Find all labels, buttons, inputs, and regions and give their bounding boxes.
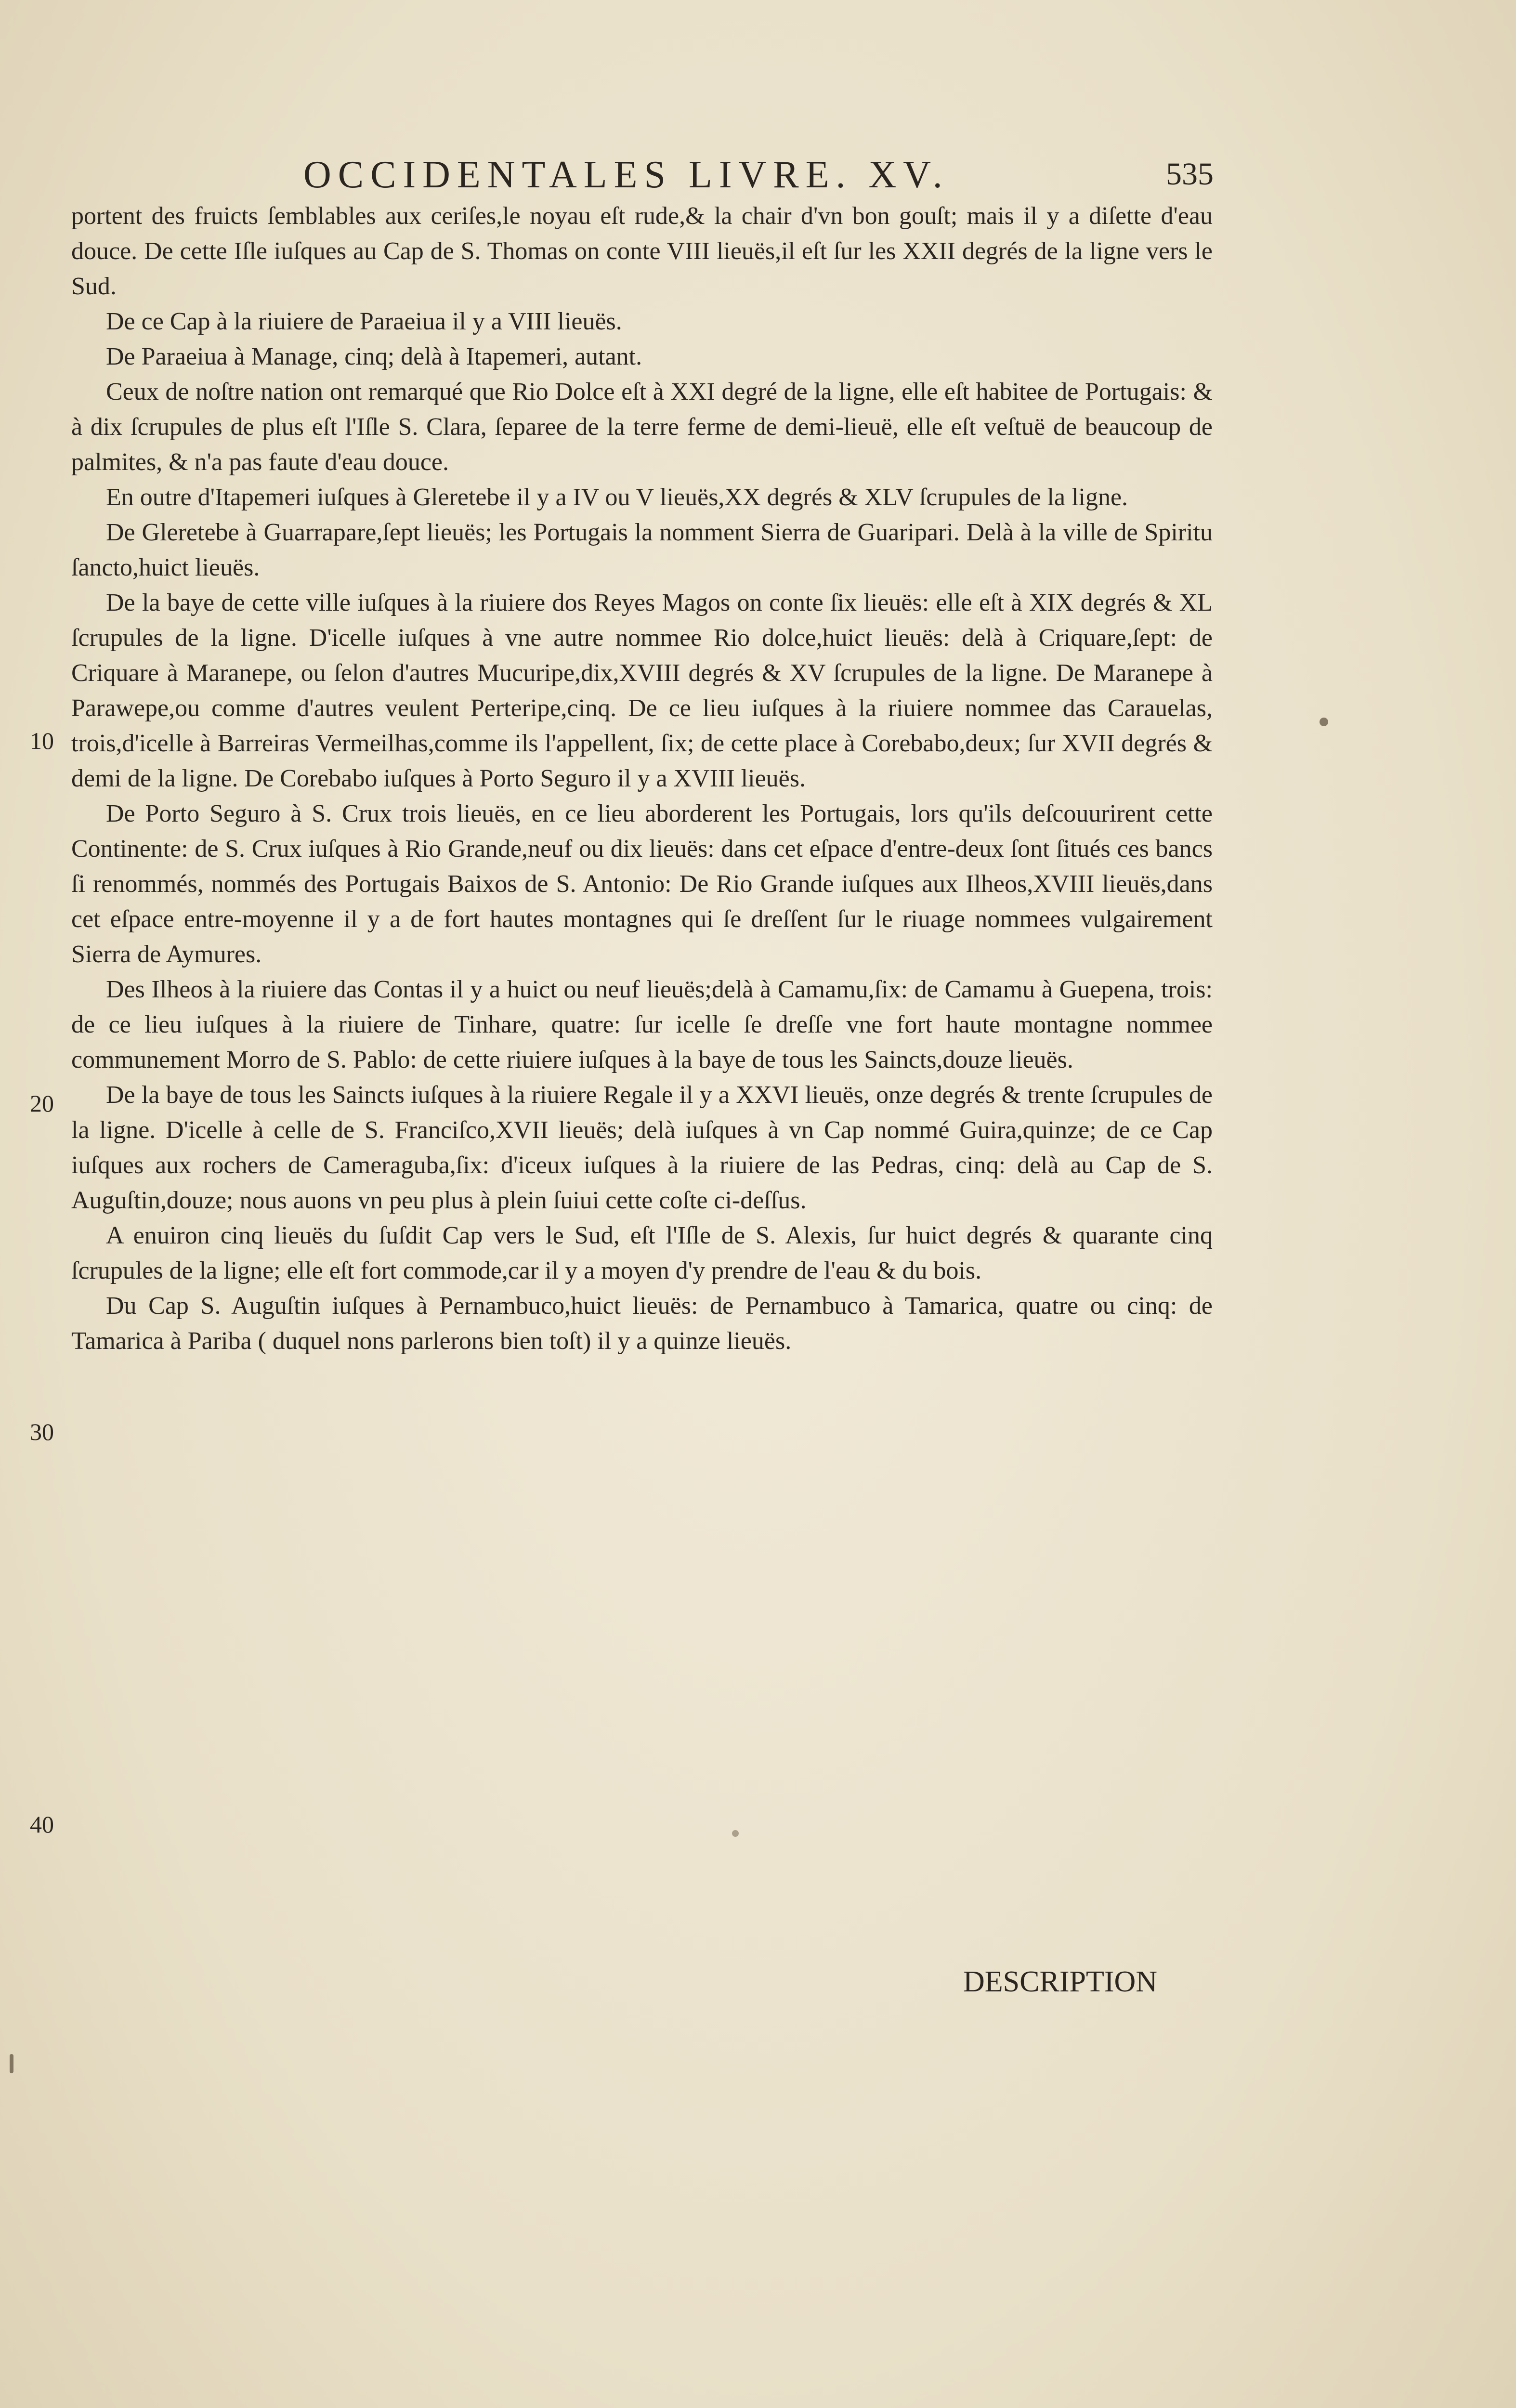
line-number-10: 10 xyxy=(30,727,54,754)
line-number-40: 40 xyxy=(30,1811,54,1838)
ink-speck xyxy=(1320,718,1328,726)
line-number-30: 30 xyxy=(30,1418,54,1445)
paragraph: En outre d'Itapemeri iuſques à Gleretebe il y a IV ou V lieuës,XX degrés & XLV ſcrupules de la ligne. xyxy=(106,484,1128,511)
paragraph: De la baye de tous les Saincts iuſques à la riuiere Regale il y a XXVI lieuës, onze degrés & trente ſcrupules de la ligne. D'icelle à celle de S. Franciſco,XVII lieuës; delà iuſques à vn Cap nommé Guira,quinze; de ce Cap iuſques aux rochers de Cameraguba,ſix: d'iceux iuſques à la riuiere de las Pedras, cinq: delà au Cap de S. Auguſtin,douze; nous auons vn peu plus à plein ſuiui cette coſte ci-deſſus. xyxy=(71,1081,1213,1214)
paragraph: De ce Cap à la riuiere de Paraeiua il y a VIII lieuës. xyxy=(106,308,622,335)
running-title: OCCIDENTALES LIVRE. XV. xyxy=(303,154,949,196)
line-number-20: 20 xyxy=(30,1090,54,1117)
ink-speck xyxy=(732,1830,739,1837)
paragraph: Du Cap S. Auguſtin iuſques à Pernambuco,huict lieuës: de Pernambuco à Tamarica, quatre ou cinq: de Tamarica à Pariba ( duquel nons parlerons bien toſt) il y a quinze lieuës. xyxy=(71,1292,1213,1355)
main-text-block xyxy=(30,198,1213,1838)
paragraph: De la baye de cette ville iuſques à la riuiere dos Reyes Magos on conte ſix lieuës: elle eſt à XIX degrés & XL ſcrupules de la ligne. D'icelle iuſques à vne autre nommee Rio dolce,huict lieuës: delà à Criquare,ſept: de Criquare à Maranepe, ou ſelon d'autres Mucuripe,dix,XVIII degrés & XV ſcrupules de la ligne. De Maranepe à Parawepe,ou comme d'autres veulent Perteripe,cinq. De ce lieu iuſques à la riuiere nommee das Carauelas, trois,d'icelle à Barreiras Vermeilhas,comme ils l'appellent, ſix; de cette place à Corebabo,deux; ſur XVII degrés & demi de la ligne. De Corebabo iuſques à Porto Seguro il y a XVIII lieuës. xyxy=(71,589,1213,792)
paragraph: A enuiron cinq lieuës du ſuſdit Cap vers le Sud, eſt l'Iſle de S. Alexis, ſur huict degrés & quarante cinq ſcrupules de la ligne; elle eſt fort commode,car il y a moyen d'y prendre de l'eau & du bois. xyxy=(71,1222,1213,1284)
paragraph: Des Ilheos à la riuiere das Contas il y a huict ou neuf lieuës;delà à Camamu,ſix: de Camamu à Guepena, trois: de ce lieu iuſques à la riuiere de Tinhare, quatre: ſur icelle ſe dreſſe vne fort haute montagne nommee communement Morro de S. Pablo: de cette riuiere iuſques à la baye de tous les Saincts,douze lieuës. xyxy=(71,976,1213,1073)
page-number: 535 xyxy=(1166,157,1214,192)
paragraph: portent des fruicts ſemblables aux ceriſes,le noyau eſt rude,& la chair d'vn bon gouſt; mais il y a diſette d'eau douce. De cette Iſle iuſques au Cap de S. Thomas on conte VIII lieuës,il eſt ſur les XXII degrés de la ligne vers le Sud. xyxy=(71,202,1213,300)
paragraph: Ceux de noſtre nation ont remarqué que Rio Dolce eſt à XXI degré de la ligne, elle eſt habitee de Portugais: & à dix ſcrupules de plus eſt l'Iſle S. Clara, ſeparee de la terre ferme de demi-lieuë, elle eſt veſtuë de beaucoup de palmites, & n'a pas faute d'eau douce. xyxy=(71,378,1213,476)
paragraph: De Porto Seguro à S. Crux trois lieuës, en ce lieu aborderent les Portugais, lors qu'ils deſcouurirent cette Continente: de S. Crux iuſques à Rio Grande,neuf ou dix lieuës: dans cet eſpace d'entre-deux ſont ſitués ces bancs ſi renommés, nommés des Portugais Baixos de S. Antonio: De Rio Grande iuſques aux Ilheos,XVIII lieuës,dans cet eſpace entre-moyenne il y a de fort hautes montagnes qui ſe dreſſent ſur le riuage nommees vulgairement Sierra de Aymures. xyxy=(71,800,1213,968)
paragraph: De Gleretebe à Guarrapare,ſept lieuës; les Portugais la nomment Sierra de Guaripari. Delà à la ville de Spiritu ſancto,huict lieuës. xyxy=(71,519,1213,581)
paragraph: De Paraeiua à Manage, cinq; delà à Itapemeri, autant. xyxy=(106,343,642,370)
ink-speck xyxy=(10,2054,13,2073)
page-header xyxy=(303,153,1214,196)
catchword: DESCRIPTION xyxy=(963,1965,1158,1998)
